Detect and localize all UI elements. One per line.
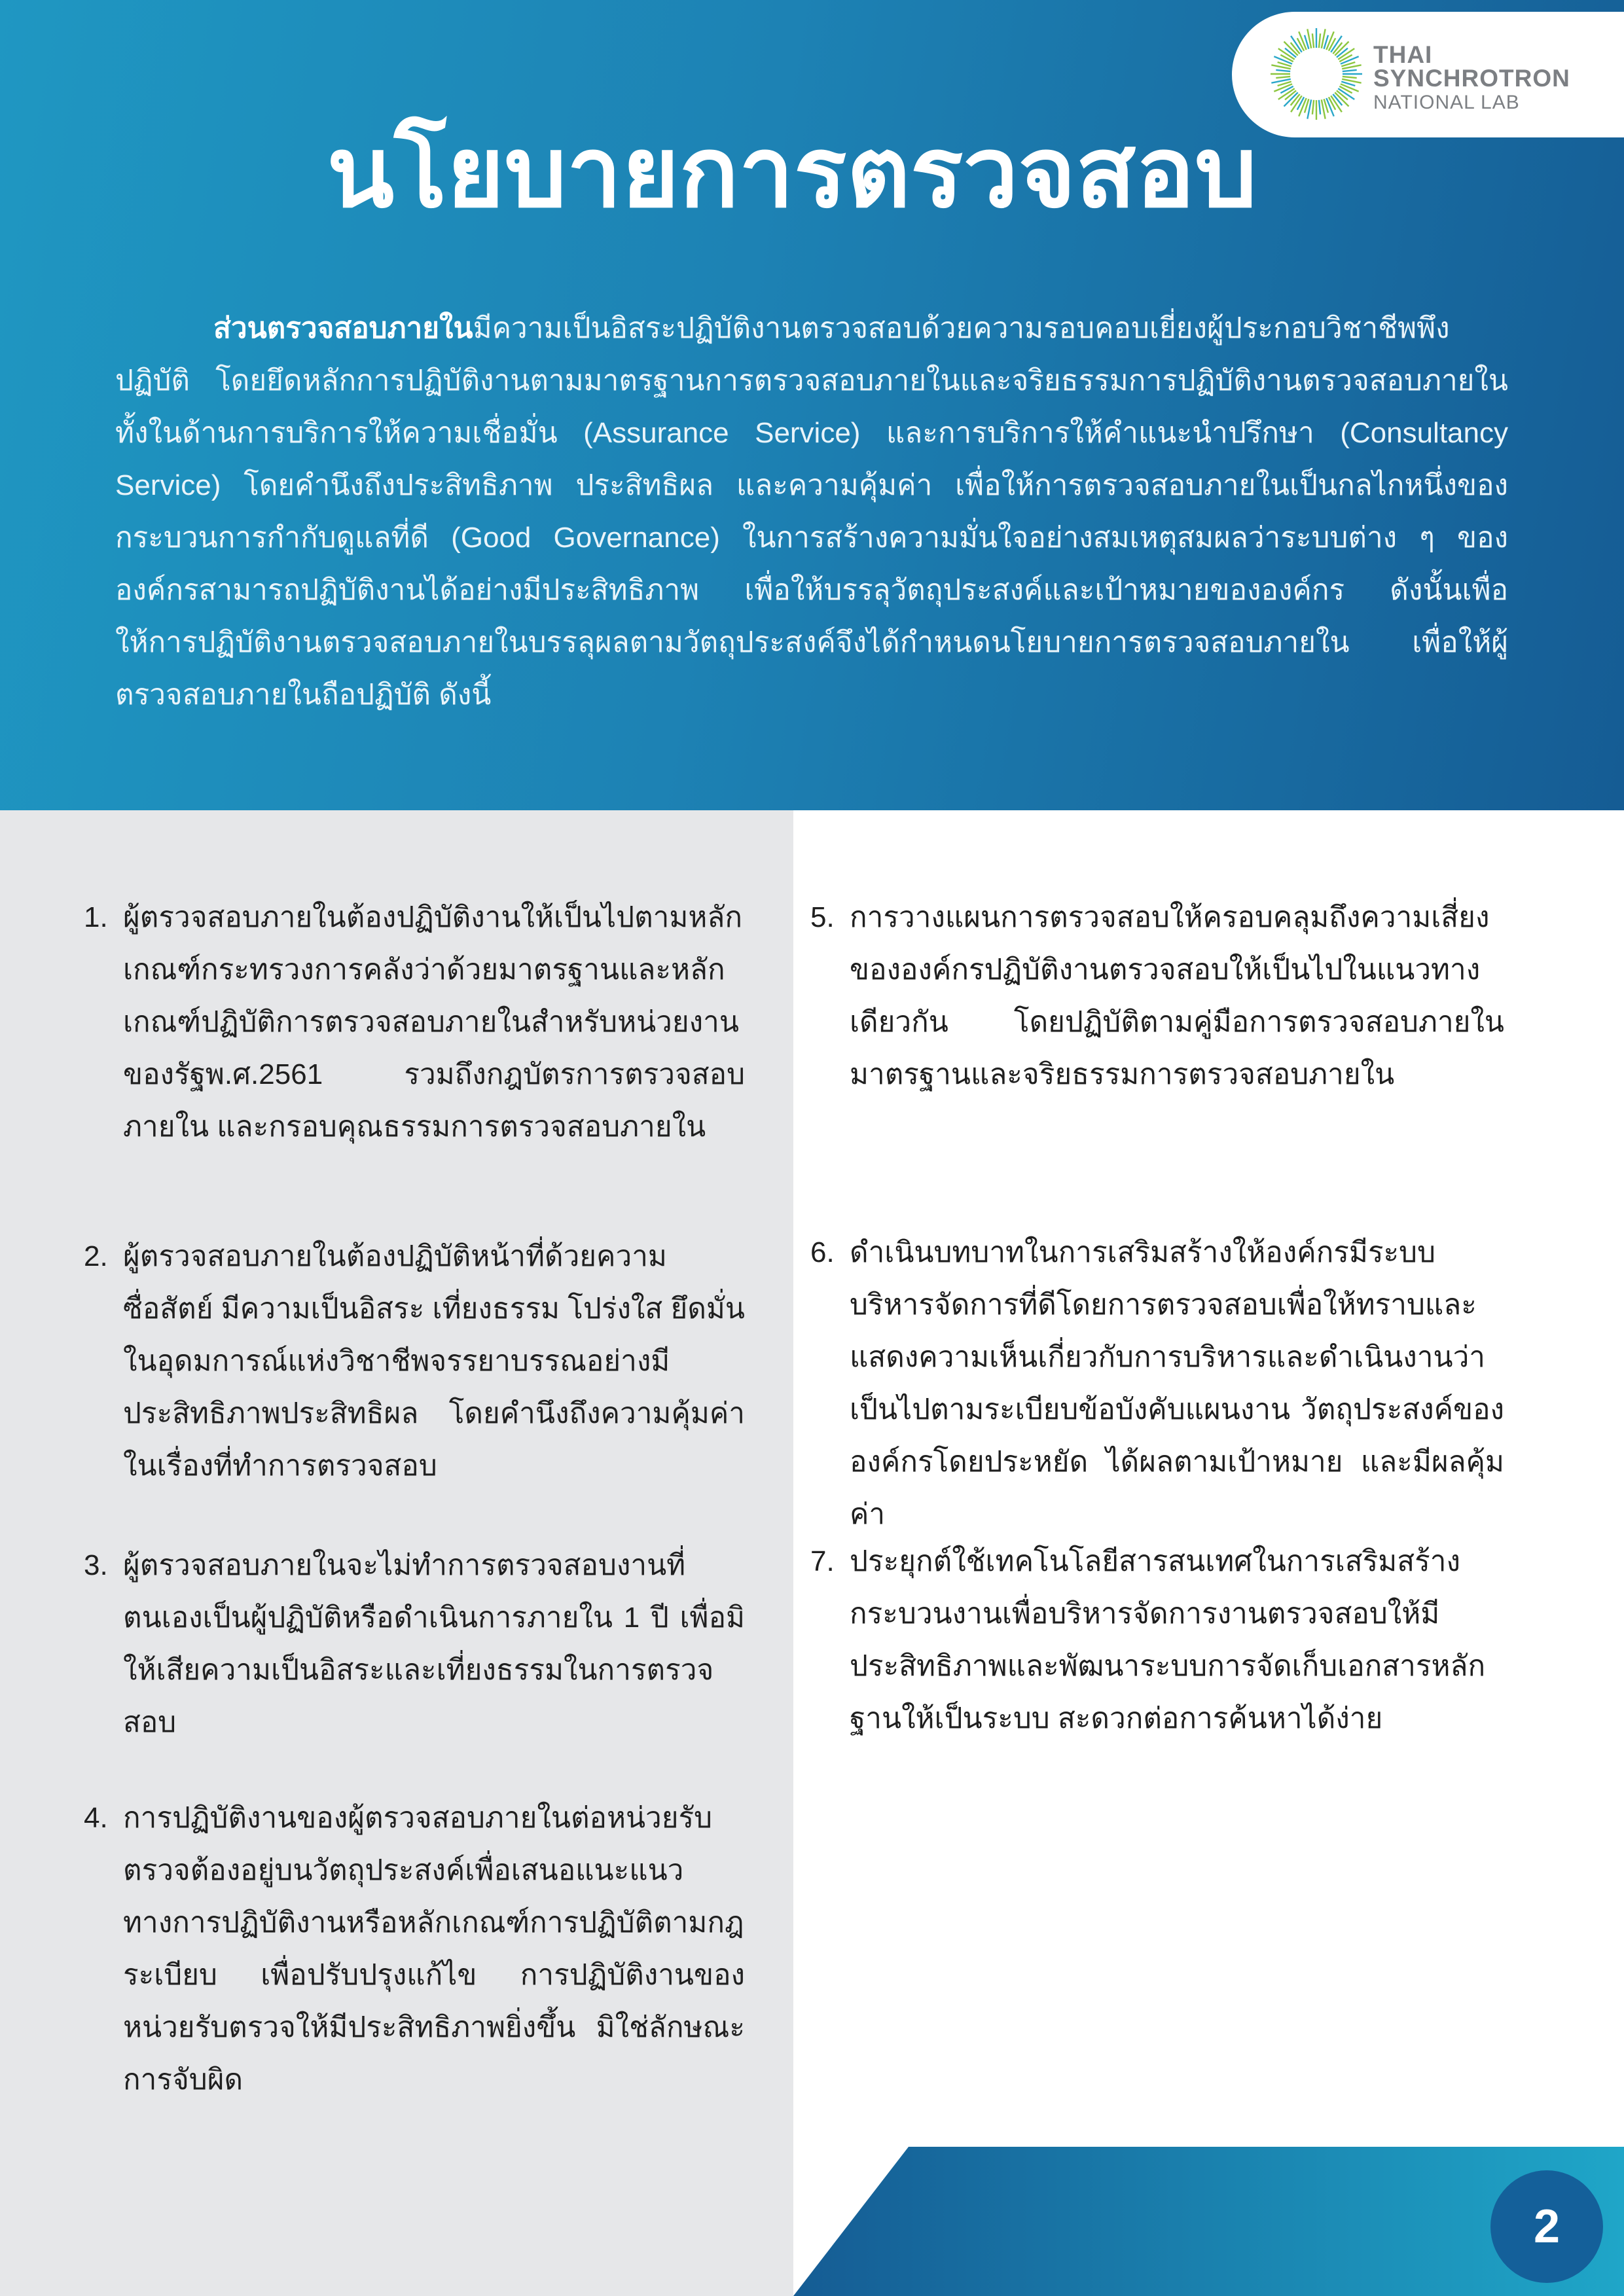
- policy-item-number: 3.: [84, 1549, 108, 1581]
- policy-item-text: ผู้ตรวจสอบภายในต้องปฏิบัติงานให้เป็นไปตามหลักเกณฑ์กระทรวงการคลังว่าด้วยมาตรฐานและหลักเกณฑ์ปฏิบัติการตรวจสอบภายในสำหรับหน่วยงานของรัฐพ.ศ.2561 รวมถึงกฎบัตรการตรวจสอบภายใน และกรอบคุณธรรมการตรวจสอบภายใน: [123, 901, 745, 1143]
- policy-item-text: ผู้ตรวจสอบภายในต้องปฏิบัติหน้าที่ด้วยความซื่อสัตย์ มีความเป็นอิสระ เที่ยงธรรม โปร่งใส ยึดมั่นในอุดมการณ์แห่งวิชาชีพจรรยาบรรณอย่างมีประสิทธิภาพประสิทธิผล โดยคำนึงถึงความคุ้มค่าในเรื่องที่ทำการตรวจสอบ: [123, 1240, 745, 1482]
- policy-item-number: 6.: [810, 1236, 835, 1268]
- policy-item-text: การวางแผนการตรวจสอบให้ครอบคลุมถึงความเสี่ยงขององค์กรปฏิบัติงานตรวจสอบให้เป็นไปในแนวทางเดียวกัน โดยปฏิบัติตามคู่มือการตรวจสอบภายใน มาตรฐานและจริยธรรมการตรวจสอบภายใน: [850, 901, 1504, 1090]
- policy-item-number: 4.: [84, 1802, 108, 1834]
- page-number-badge: 2: [1490, 2170, 1603, 2283]
- intro-bold-lead: ส่วนตรวจสอบภายใน: [213, 312, 473, 344]
- page-title: นโยบายการตรวจสอบ: [327, 117, 1257, 227]
- logo-text-synchrotron: SYNCHROTRON: [1373, 65, 1570, 92]
- logo-text-national-lab: NATIONAL LAB: [1373, 92, 1520, 113]
- logo-text-thai: THAI: [1373, 41, 1433, 68]
- policy-item-number: 5.: [810, 901, 835, 933]
- policy-item-text: ประยุกต์ใช้เทคโนโลยีสารสนเทศในการเสริมสร้างกระบวนงานเพื่อบริหารจัดการงานตรวจสอบให้มีประสิทธิภาพและพัฒนาระบบการจัดเก็บเอกสารหลักฐานให้เป็นระบบ สะดวกต่อการค้นหาได้ง่าย: [850, 1545, 1486, 1734]
- policy-item-text: ดำเนินบทบาทในการเสริมสร้างให้องค์กรมีระบบบริหารจัดการที่ดีโดยการตรวจสอบเพื่อให้ทราบและแสดงความเห็นเกี่ยวกับการบริหารและดำเนินงานว่าเป็นไปตามระเบียบข้อบังคับแผนงาน วัตถุประสงค์ขององค์กรโดยประหยัด ได้ผลตามเป้าหมาย และมีผลคุ้มค่า: [850, 1236, 1504, 1530]
- policy-item-number: 1.: [84, 901, 108, 933]
- policy-item-text: ผู้ตรวจสอบภายในจะไม่ทำการตรวจสอบงานที่ตนเองเป็นผู้ปฏิบัติหรือดำเนินการภายใน 1 ปี เพื่อมิให้เสียความเป็นอิสระและเที่ยงธรรมในการตรวจสอบ: [123, 1549, 745, 1738]
- intro-body-text: มีความเป็นอิสระปฏิบัติงานตรวจสอบด้วยความรอบคอบเยี่ยงผู้ประกอบวิชาชีพพึงปฏิบัติ โดยยึดหลักการปฏิบัติงานตามมาตรฐานการตรวจสอบภายในและจริยธรรมการปฏิบัติงานตรวจสอบภายใน ทั้งในด้านการบริการให้ความเชื่อมั่น (Assurance Service) และการบริการให้คำแนะนำปรึกษา (Consultancy Service) โดยคำนึงถึงประสิทธิภาพ ประสิทธิผล และความคุ้มค่า เพื่อให้การตรวจสอบภายในเป็นกลไกหนึ่งของกระบวนการกำกับดูแลที่ดี (Good Governance) ในการสร้างความมั่นใจอย่างสมเหตุสมผลว่าระบบต่าง ๆ ขององค์กรสามารถปฏิบัติงานได้อย่างมีประสิทธิภาพ เพื่อให้บรรลุวัตถุประสงค์และเป้าหมายขององค์กร ดังนั้นเพื่อให้การปฏิบัติงานตรวจสอบภายในบรรลุผลตามวัตถุประสงค์จึงได้กำหนดนโยบายการตรวจสอบภายใน เพื่อให้ผู้ตรวจสอบภายในถือปฏิบัติ ดังนี้: [115, 312, 1508, 711]
- policy-item-text: การปฏิบัติงานของผู้ตรวจสอบภายในต่อหน่วยรับตรวจต้องอยู่บนวัตถุประสงค์เพื่อเสนอแนะแนวทางการปฏิบัติงานหรือหลักเกณฑ์การปฏิบัติตามกฎระเบียบ เพื่อปรับปรุงแก้ไข การปฏิบัติงานของหน่วยรับตรวจให้มีประสิทธิภาพยิ่งขึ้น มิใช่ลักษณะการจับผิด: [123, 1802, 745, 2096]
- policy-item-number: 2.: [84, 1240, 108, 1272]
- policy-item-number: 7.: [810, 1545, 835, 1577]
